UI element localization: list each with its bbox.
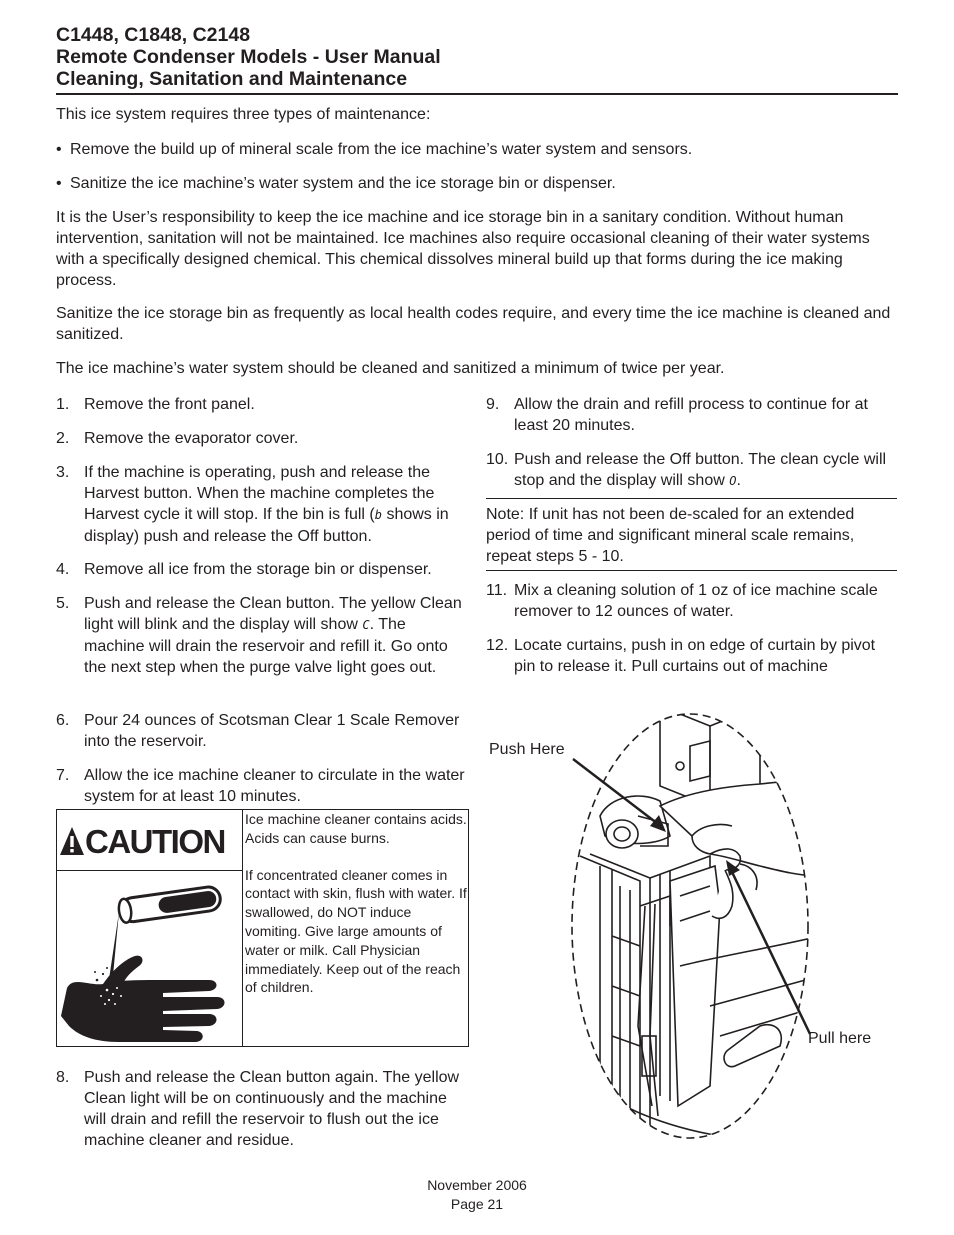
note-top-rule: [486, 498, 897, 499]
step-item: 2. Remove the evaporator cover.: [56, 430, 299, 447]
step-item: 3. If the machine is operating, push and release the Harvest button. When the machine completes the Harvest cycle it will stop. If the bin is full (b shows in display) push and release the Off button.: [56, 464, 449, 545]
footer-date: November 2006: [427, 1177, 527, 1193]
caution-box: [56, 809, 469, 1047]
step-item: 7. Allow the ice machine cleaner to circulate in the water system for at least 10 minutes.: [56, 767, 465, 805]
caution-divider: [242, 810, 243, 1046]
chemical-burn-hand-icon: [59, 876, 239, 1046]
pull-here-arrow: [720, 858, 820, 1038]
bullet-item: • Remove the build up of mineral scale from the ice machine’s water system and sensors.: [56, 141, 693, 158]
step-item: 9. Allow the drain and refill process to continue for at least 20 minutes.: [486, 396, 868, 434]
step-item: 1. Remove the front panel.: [56, 396, 255, 413]
caution-text-first-aid: If concentrated cleaner comes in contact with skin, flush with water. If swallowed, do NOT induce vomiting. Give large amounts of water or milk. Call Physician immediately. Keep out of the reach of children.: [245, 866, 467, 996]
page-header: [56, 24, 898, 95]
warning-triangle-icon: [59, 824, 85, 858]
step-item: 6. Pour 24 ounces of Scotsman Clear 1 Scale Remover into the reservoir.: [56, 712, 460, 750]
section-title: Cleaning, Sanitation and Maintenance: [56, 68, 408, 90]
caution-text: [245, 810, 467, 997]
caution-heading: CAUTION: [59, 824, 225, 860]
model-numbers: C1448, C1848, C2148: [56, 24, 251, 46]
push-here-arrow: [570, 756, 670, 836]
paragraph-sanitize-bin: Sanitize the ice storage bin as frequently as local health codes require, and every time the ice machine is cleaned and sanitized.: [56, 305, 891, 343]
step-item: 10. Push and release the Off button. The clean cycle will stop and the display will show O.: [486, 451, 887, 489]
bullet-dot: •: [56, 175, 62, 192]
display-code: b: [374, 508, 382, 522]
footer-page-number: Page 21: [450, 1196, 504, 1212]
step-item: 12. Locate curtains, push in on edge of curtain by pivot pin to release it. Pull curtains out of machine: [486, 637, 876, 675]
step-item: 8. Push and release the Clean button again. The yellow Clean light will be on continuously and the machine will drain and refill the reservoir to flush out the ice machine cleaner and residue.: [56, 1069, 460, 1149]
bullet-dot: •: [56, 141, 62, 158]
bullet-item: • Sanitize the ice machine’s water system and the ice storage bin or dispenser.: [56, 175, 616, 192]
caution-divider: [57, 870, 242, 871]
caution-text-acids: Ice machine cleaner contains acids. Acids can cause burns.: [245, 811, 467, 846]
intro-text: This ice system requires three types of maintenance:: [56, 106, 431, 123]
display-code: C: [362, 618, 370, 632]
paragraph-responsibility: It is the User’s responsibility to keep the ice machine and ice storage bin in a sanitary condition. Without human intervention, sanitation will not be maintained. Ice machines also require occasional cleaning of their water systems with a specifically designed chemical. This chemical dissolves mineral build up that forms during the ice making process.: [56, 209, 870, 289]
step-item: 11. Mix a cleaning solution of 1 oz of ice machine scale remover to 12 ounces of water.: [486, 582, 878, 620]
step-item: 4. Remove all ice from the storage bin or dispenser.: [56, 561, 432, 578]
display-code: O: [729, 474, 737, 488]
push-here-label: Push Here: [489, 741, 565, 758]
paragraph-frequency: The ice machine’s water system should be cleaned and sanitized a minimum of twice per year.: [56, 360, 725, 377]
note-text: Note: If unit has not been de-scaled for an extended period of time and significant mineral scale remains, repeat steps 5 - 10.: [486, 506, 855, 565]
note-bottom-rule: [486, 570, 897, 571]
pull-here-label: Pull here: [808, 1030, 872, 1047]
step-item: 5. Push and release the Clean button. The yellow Clean light will blink and the display will show C. The machine will drain the reservoir and refill it. Go onto the next step when the purge valve light goes out.: [56, 595, 462, 676]
manual-title: Remote Condenser Models - User Manual: [56, 46, 441, 68]
